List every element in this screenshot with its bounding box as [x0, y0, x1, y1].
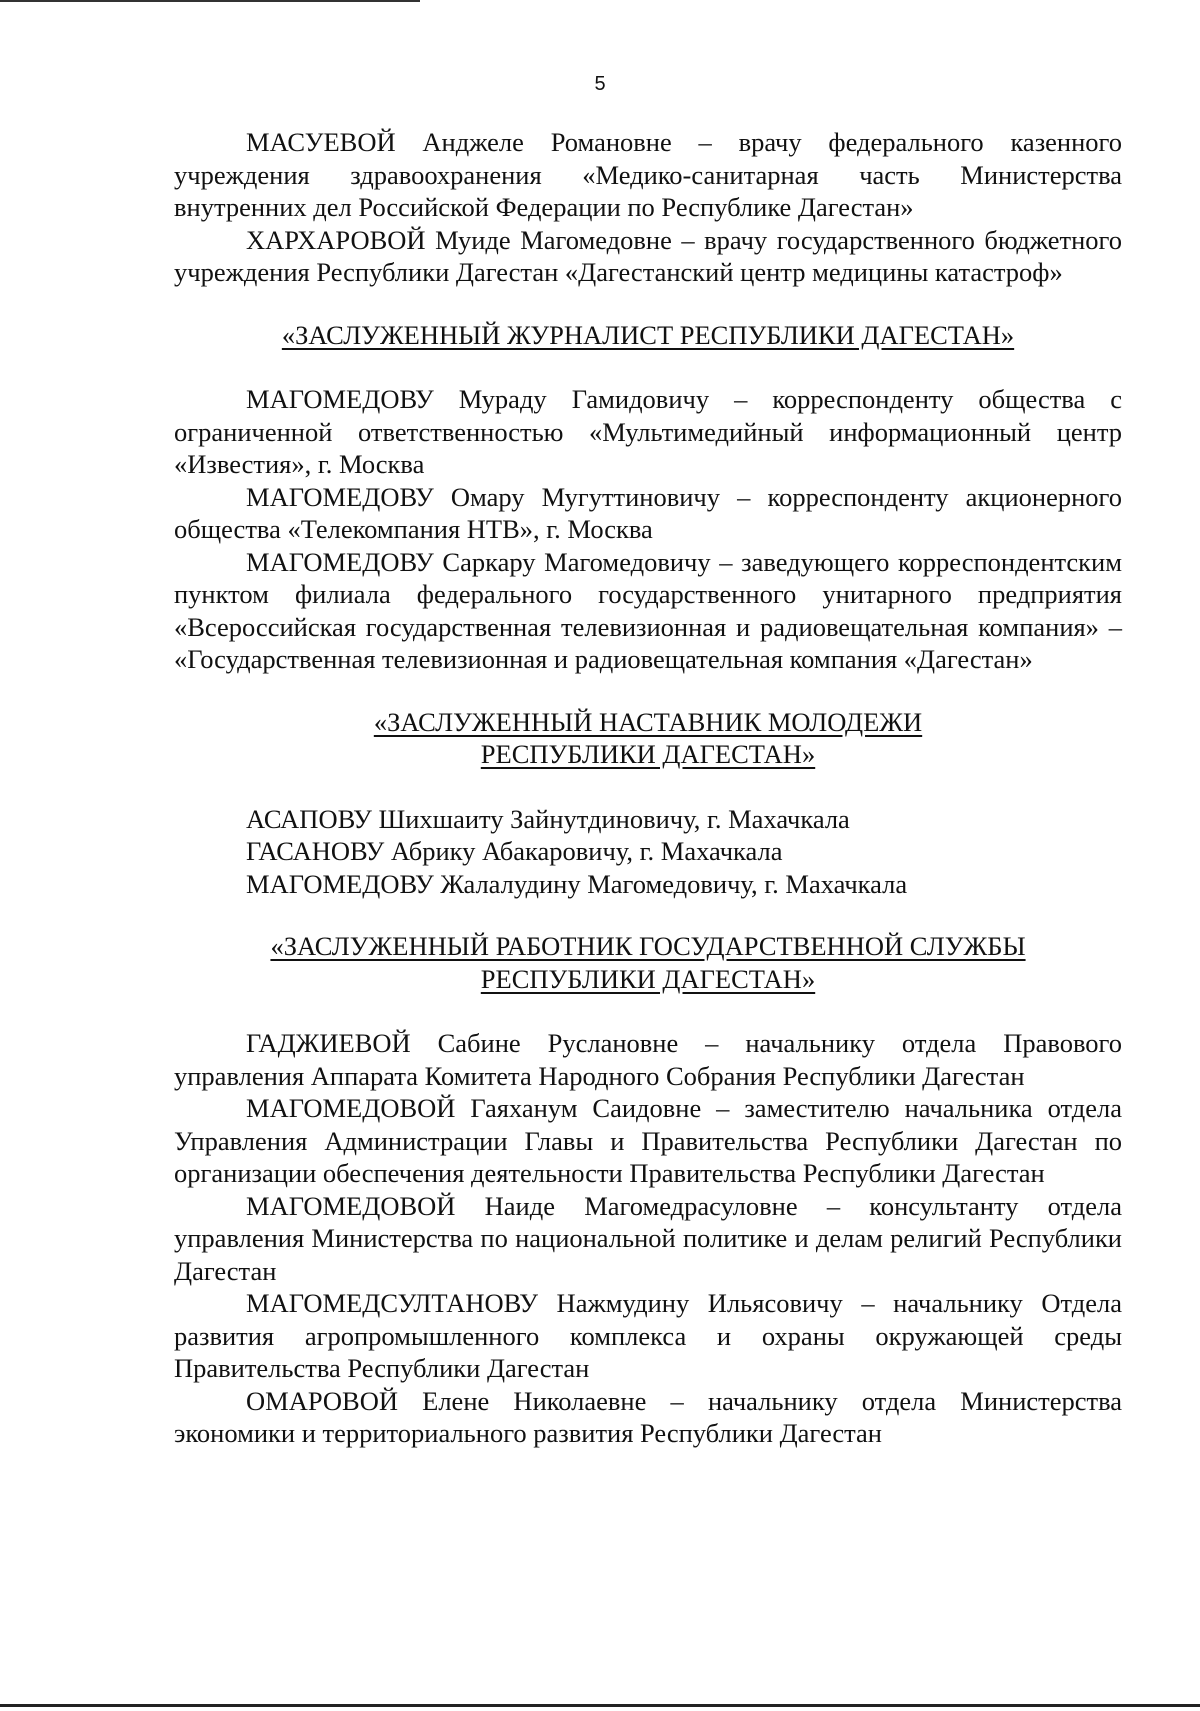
award-entry: ХАРХАРОВОЙ Муиде Магомедовне – врачу государственного бюджетного учреждения Республики Дагестан «Дагестанский центр медицины катастроф»	[174, 224, 1122, 287]
award-entry: МАГОМЕДСУЛТАНОВУ Нажмудину Ильясовичу – начальнику Отдела развития агропромышленного комплекса и охраны окружающей среды Правительства Республики Дагестан	[174, 1288, 1122, 1383]
award-entry: ГАДЖИЕВОЙ Сабине Руслановне – начальнику отдела Правового управления Аппарата Комитета Народного Собрания Республики Дагестан	[174, 1028, 1122, 1091]
scan-edge-line-bottom	[0, 1704, 1200, 1707]
award-entry: МАГОМЕДОВУ Мураду Гамидовичу – корреспонденту общества с ограниченной ответственностью «Мультимедийный информационный центр «Известия», г. Москва	[174, 384, 1122, 479]
scan-edge-line-top	[0, 0, 420, 2]
award-entry: ОМАРОВОЙ Елене Николаевне – начальнику отдела Министерства экономики и территориального развития Республики Дагестан	[174, 1385, 1122, 1448]
award-entry: МАГОМЕДОВОЙ Гаяханум Саидовне – заместителю начальника отдела Управления Администрации Главы и Правительства Республики Дагестан по организации обеспечения деятельности Правительства Республики Дагестан	[174, 1093, 1122, 1188]
award-entry: МАСУЕВОЙ Анджеле Романовне – врачу федерального казенного учреждения здравоохранения «Медико-санитарная часть Министерства внутренних дел Российской Федерации по Республике Дагестан»	[174, 127, 1122, 222]
document-body	[174, 126, 1122, 1450]
section-heading-journalist: «ЗАСЛУЖЕННЫЙ ЖУРНАЛИСТ РЕСПУБЛИКИ ДАГЕСТАН»	[281, 319, 1015, 350]
page-number: 5	[594, 73, 606, 95]
section-heading-civil-service: «ЗАСЛУЖЕННЫЙ РАБОТНИК ГОСУДАРСТВЕННОЙ СЛУЖБЫ РЕСПУБЛИКИ ДАГЕСТАН»	[270, 931, 1026, 994]
award-entry: МАГОМЕДОВОЙ Наиде Магомедрасуловне – консультанту отдела управления Министерства по национальной политике и делам религий Республики Дагестан	[174, 1190, 1122, 1286]
award-entry: МАГОМЕДОВУ Омару Мугуттиновичу – корреспонденту акционерного общества «Телекомпания НТВ», г. Москва	[174, 481, 1122, 544]
section-heading-youth-mentor: «ЗАСЛУЖЕННЫЙ НАСТАВНИК МОЛОДЕЖИ РЕСПУБЛИКИ ДАГЕСТАН»	[373, 706, 923, 769]
award-list-item: ГАСАНОВУ Абрику Абакаровичу, г. Махачкала	[246, 836, 783, 866]
award-entry: МАГОМЕДОВУ Саркару Магомедовичу – заведующего корреспондентским пунктом филиала федерального государственного унитарного предприятия «Всероссийская государственная телевизионная и радиовещательная компания» – «Государственная телевизионная и радиовещательная компания «Дагестан»	[174, 546, 1122, 674]
award-list-item: АСАПОВУ Шихшаиту Зайнутдиновичу, г. Махачкала	[246, 803, 850, 834]
award-list-item: МАГОМЕДОВУ Жалалудину Магомедовичу, г. Махачкала	[246, 868, 908, 899]
